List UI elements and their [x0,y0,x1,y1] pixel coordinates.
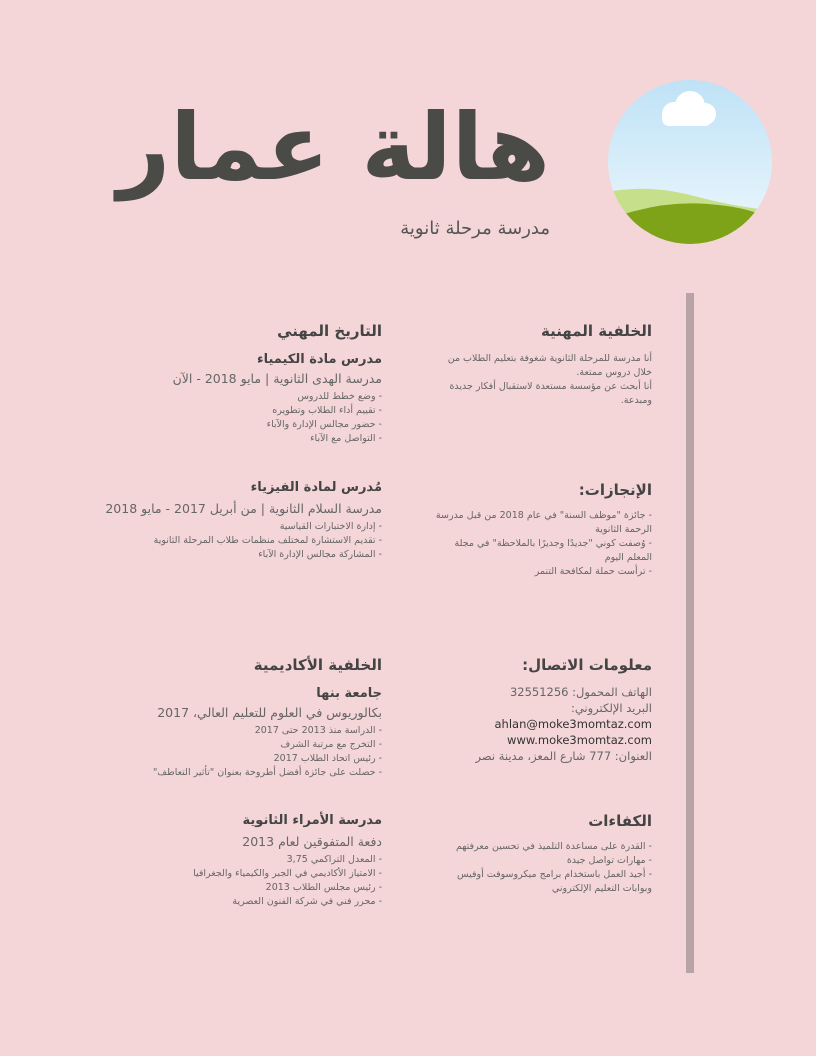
list-item: - الدراسة منذ 2013 حتى 2017 [254,725,382,736]
list-item: - وُصفت كوني "جديدًا وجديرًا بالملاحظة" في مجلة المعلم اليوم [454,538,652,563]
list-item: - جائزة "موظف السنة" في عام 2018 من قبل مدرسة الرحمة الثانوية [435,510,652,535]
section-title: الخلفية الأكاديمية [253,656,382,674]
profile-line: أنا مدرسة للمرحلة الثانوية شغوفة بتعليم الطلاب من خلال دروس ممتعة. [447,353,652,378]
landscape-image-icon [608,80,772,244]
school-meta: بكالوريوس في العلوم للتعليم العالي، 2017 [157,705,382,720]
profile-photo-placeholder [608,80,772,244]
section-title: الإنجازات: [578,481,652,499]
school-title: مدرسة الأمراء الثانوية [242,813,382,828]
list-item: - رئيس مجلس الطلاب 2013 [265,882,382,893]
contact-website-link[interactable]: www.moke3momtaz.com [507,733,652,747]
section-title: معلومات الاتصال: [522,656,652,674]
job-title: مُدرس لمادة الفيزياء [250,480,382,495]
list-item: - الامتياز الأكاديمي في الجبر والكيمياء والجغرافيا [193,868,382,879]
professional-background-section [432,322,652,408]
achievements-section [432,481,652,579]
contact-section [432,656,652,764]
list-item: - حضور مجالس الإدارة والآباء [266,419,382,430]
job-meta: مدرسة السلام الثانوية | من أبريل 2017 - مايو 2018 [105,501,382,516]
job-meta: مدرسة الهدى الثانوية | مايو 2018 - الآن [172,371,382,386]
list-item: - إدارة الاختبارات القياسية [279,521,382,532]
education-school-2 [90,813,382,909]
section-title: التاريخ المهني [277,322,382,340]
section-title: الكفاءات [588,812,652,830]
list-item: - تقديم الاستشارة لمختلف منظمات طلاب المرحلة الثانوية [153,535,382,546]
contact-address: العنوان: 777 شارع المعز، مدينة نصر [475,749,652,763]
profile-line: أنا أبحث عن مؤسسة مستعدة لاستقبال أفكار جديدة ومبدعة. [449,381,652,406]
resume-subtitle: مدرسة مرحلة ثانوية [400,218,550,239]
skills-section [432,812,652,896]
list-item: - المعدل التراكمي 3,75 [286,854,382,865]
resume-name: هالة عمار [117,94,550,201]
list-item: - أجيد العمل باستخدام برامج ميكروسوفت أوفيس وبوابات التعليم الإلكتروني [457,869,652,894]
school-title: جامعة بنها [316,686,382,701]
contact-email-link[interactable]: ahlan@moke3momtaz.com [494,717,652,731]
list-item: - التخرج مع مرتبة الشرف [280,739,382,750]
list-item: - المشاركة مجالس الإدارة الآباء [258,549,382,560]
education-section [90,656,382,780]
job-title: مدرس مادة الكيمياء [256,352,382,367]
school-meta: دفعة المتفوقين لعام 2013 [242,834,382,849]
section-title: الخلفية المهنية [540,322,652,340]
list-item: - رئيس اتحاد الطلاب 2017 [273,753,382,764]
list-item: - مهارات تواصل جيدة [566,855,652,866]
list-item: - تقييم أداء الطلاب وتطويره [272,405,382,416]
column-divider [686,293,694,973]
list-item: - التواصل مع الآباء [310,433,382,444]
work-history-job-2 [90,480,382,562]
contact-phone: الهاتف المحمول: 32551256 [509,685,652,699]
list-item: - القدرة على مساعدة التلميذ في تحسين معرفتهم [455,841,652,852]
list-item: - وضع خطط للدروس [297,391,382,402]
list-item: - محرر فني في شركة الفنون العصرية [232,896,382,907]
list-item: - حصلت على جائزة أفضل أطروحة بعنوان "تأثير التعاطف" [152,767,382,778]
contact-email-label: البريد الإلكتروني: [570,701,652,715]
work-history-section [90,322,382,446]
list-item: - ترأست حملة لمكافحة التنمر [534,566,652,577]
